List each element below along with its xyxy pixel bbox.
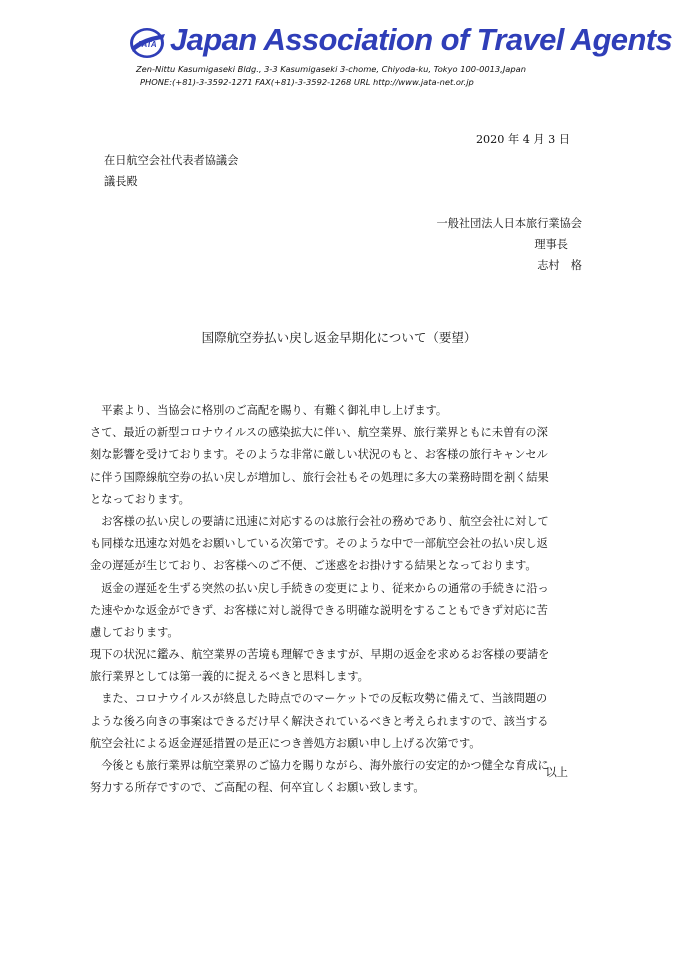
body-line: 旅行業界としては第一義的に捉えるべきと思料します。 <box>90 670 369 684</box>
body-line: に伴う国際線航空券の払い戻しが増加し、旅行会社もその処理に多大の業務時間を割く結果 <box>90 470 549 484</box>
sender-title: 理事長 <box>534 238 568 251</box>
letterhead-contact: PHONE:(+81)-3-3592-1271 FAX(+81)-3-3592-1268 URL http://www.jata-net.or.jp <box>140 77 474 87</box>
logo-text: JATA <box>137 40 157 49</box>
sender-organization: 一般社団法人日本旅行業協会 <box>436 217 582 230</box>
body-line: 努力する所存ですので、ご高配の程、何卒宜しくお願い致します。 <box>90 781 425 795</box>
letter-subject: 国際航空券払い戻し返金早期化について（要望） <box>201 330 477 345</box>
letter-body <box>90 400 590 799</box>
body-line: お客様の払い戻しの要請に迅速に対応するのは旅行会社の務めであり、航空会社に対して <box>90 514 549 528</box>
organization-name: Japan Association of Travel Agents <box>170 22 673 57</box>
body-line: た速やかな返金ができず、お客様に対し説得できる明確な説明をすることもできず対応に苦 <box>90 603 548 617</box>
body-line: 平素より、当協会に格別のご高配を賜り、有難く御礼申し上げます。 <box>90 404 448 417</box>
body-line: 慮しております。 <box>90 625 179 639</box>
body-line: 刻な影響を受けております。そのような非常に厳しい状況のもと、お客様の旅行キャンセル <box>90 448 548 462</box>
letter-closing: 以上 <box>545 766 568 779</box>
jata-logo-icon <box>127 26 167 60</box>
body-line: 金の遅延が生じており、お客様へのご不便、ご迷惑をお掛けする結果となっております。 <box>90 559 537 573</box>
letter-date: 2020 年 4 月 3 日 <box>475 133 570 146</box>
body-line: 現下の状況に鑑み、航空業界の苦境も理解できますが、早期の返金を求めるお客様の要請を <box>90 648 550 662</box>
body-line: また、コロナウイルスが終息した時点でのマーケットでの反転攻勢に備えて、当該問題の <box>90 692 548 706</box>
body-line: となっております。 <box>90 492 190 506</box>
body-line: ような後ろ向きの事案はできるだけ早く解決されているべきと考えられますので、該当する <box>90 714 549 728</box>
recipient-organization: 在日航空会社代表者協議会 <box>104 154 239 167</box>
recipient-title: 議長殿 <box>104 175 138 188</box>
body-line: 航空会社による返金遅延措置の是正につき善処方お願い申し上げる次第です。 <box>90 736 481 750</box>
sender-name: 志村 格 <box>537 259 582 272</box>
body-line: さて、最近の新型コロナウイルスの感染拡大に伴い、航空業界、旅行業界ともに未曽有の深 <box>90 426 548 440</box>
letterhead-address: Zen-Nittu Kasumigaseki Bldg., 3-3 Kasumigaseki 3-chome, Chiyoda-ku, Tokyo 100-0013,Japan <box>136 64 526 74</box>
body-line: 返金の遅延を生ずる突然の払い戻し手続きの変更により、従来からの通常の手続きに沿っ <box>90 581 549 595</box>
letterhead <box>0 0 678 96</box>
body-line: 今後とも旅行業界は航空業界のご協力を賜りながら、海外旅行の安定的かつ健全な育成に <box>90 759 549 772</box>
body-line: も同様な迅速な対処をお願いしている次第です。そのような中で一部航空会社の払い戻し返 <box>90 537 548 551</box>
